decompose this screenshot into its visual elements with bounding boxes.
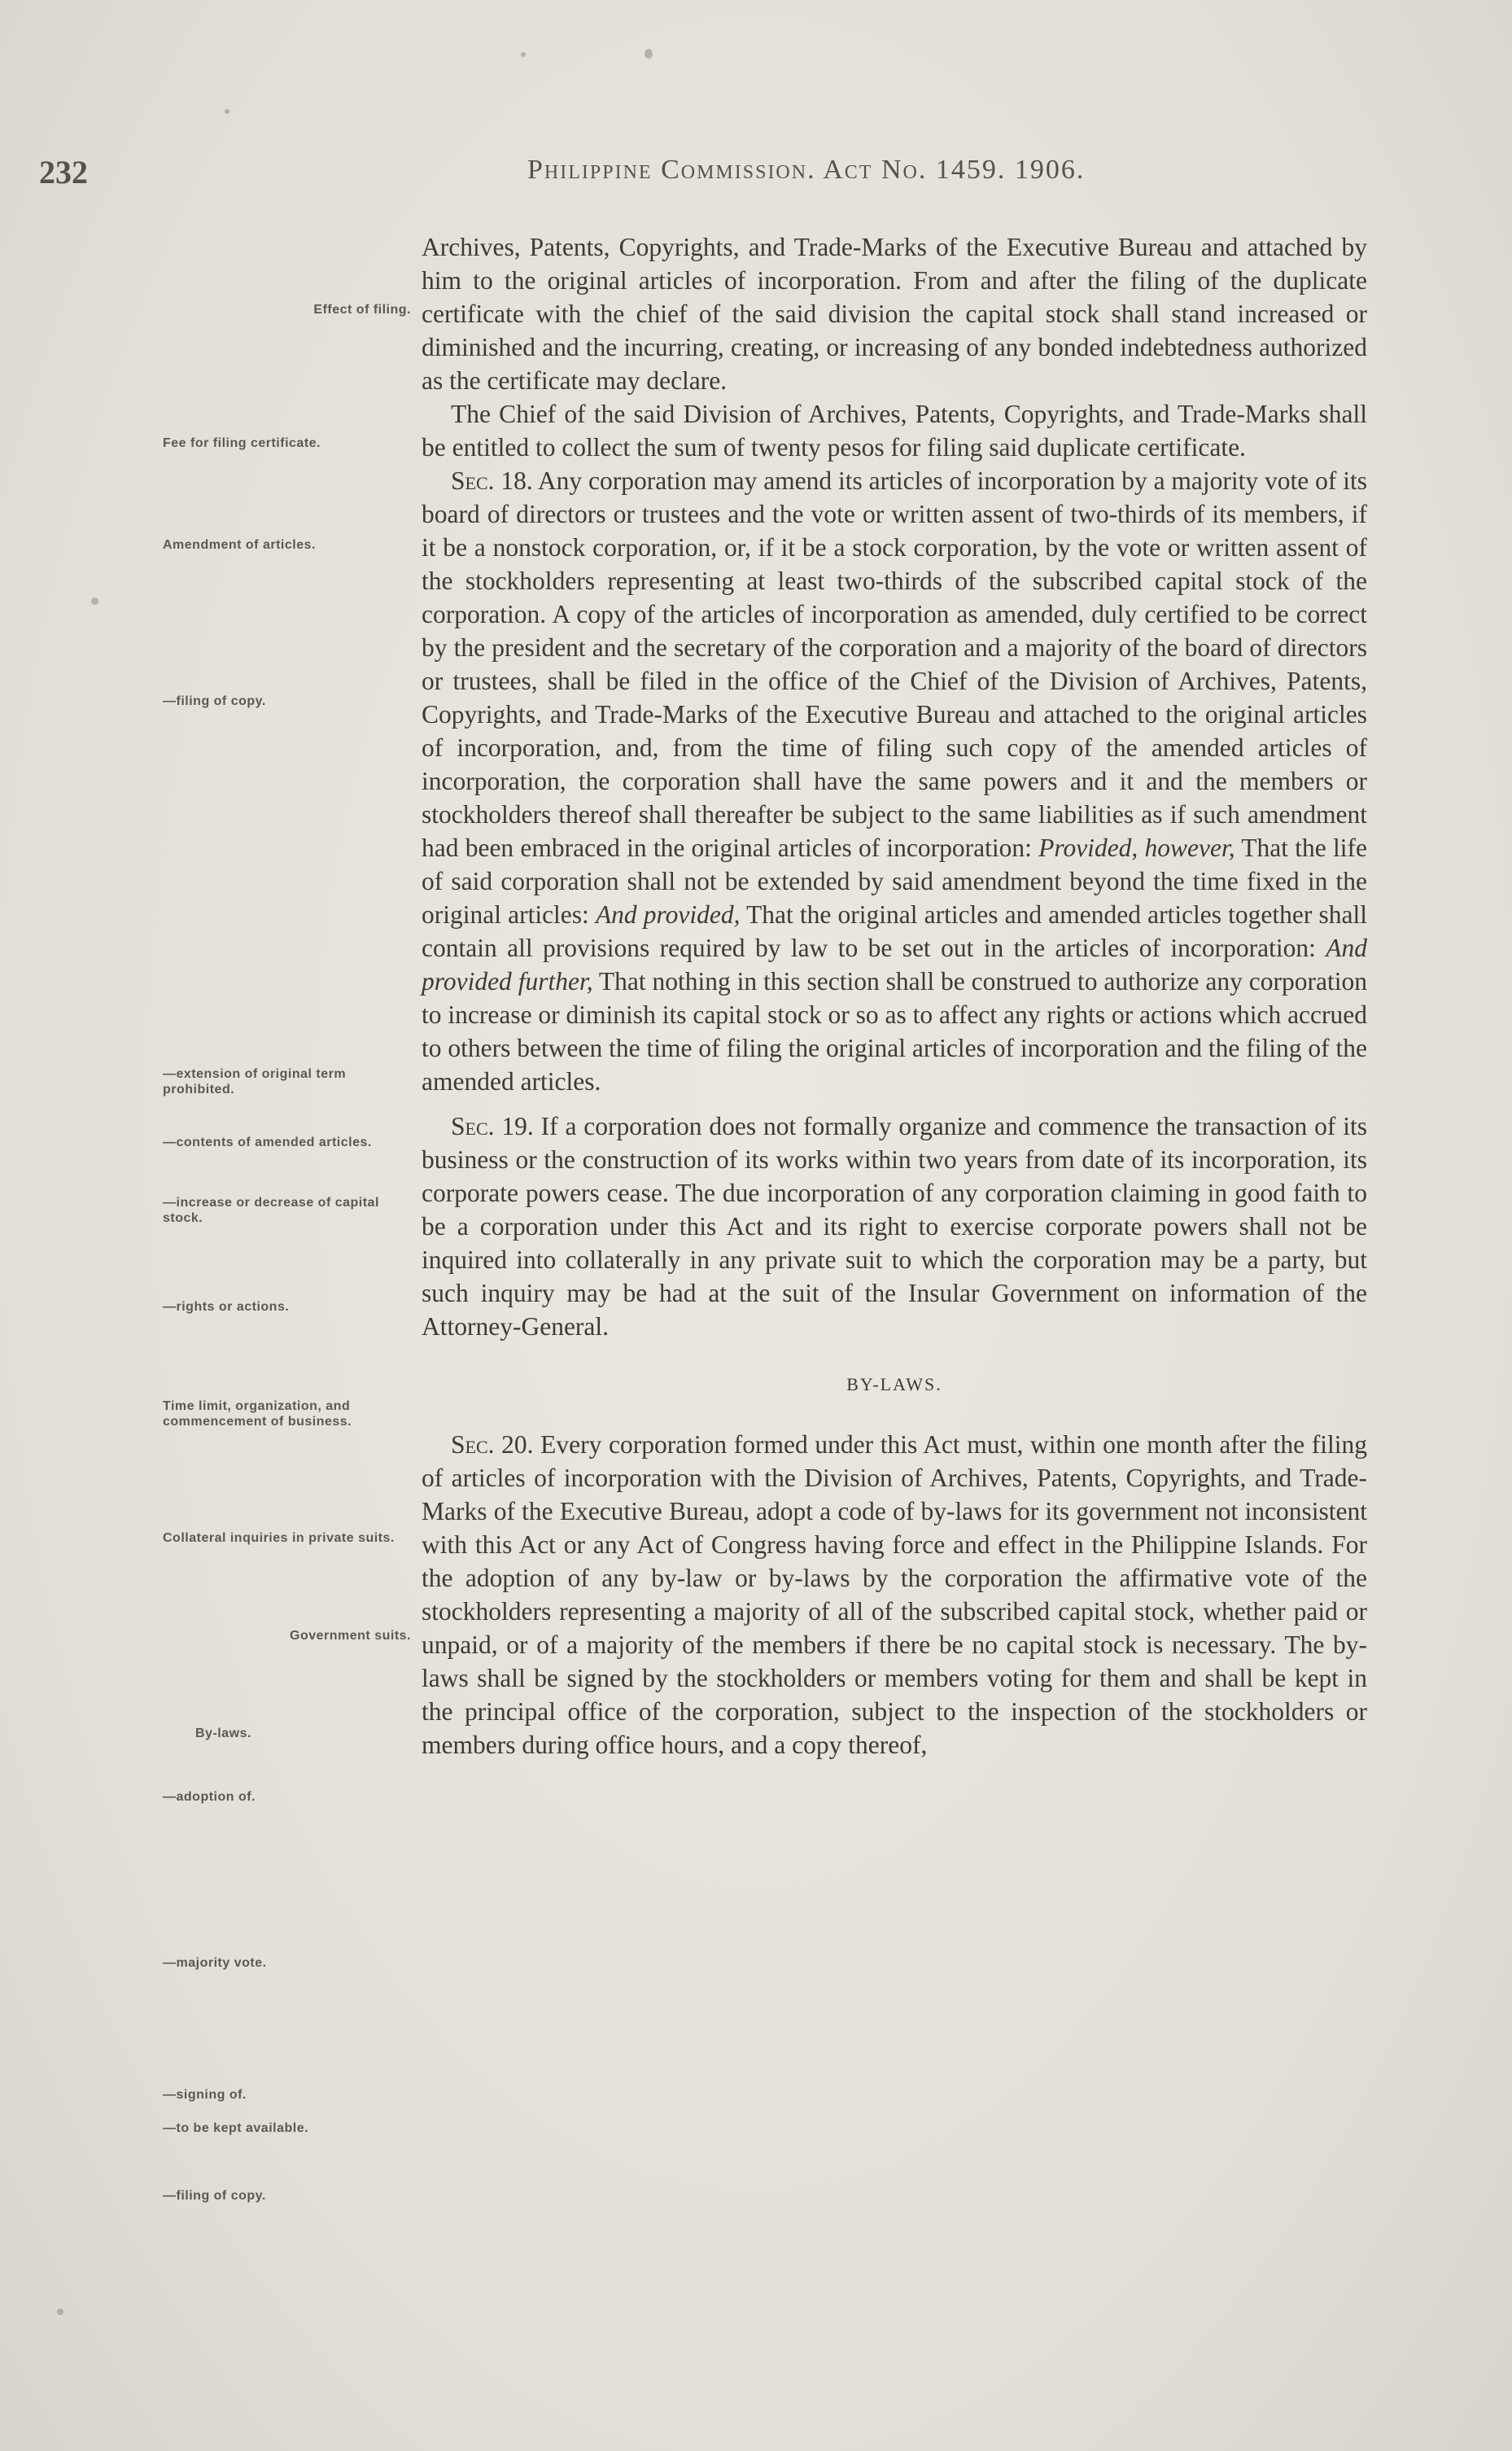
paper-speck <box>57 2309 63 2315</box>
section-text: Any corporation may amend its articles of incorporation by a majority vote of its board of directors or trustees and the vote or written assent of two-thirds of its members, if it be a nonstock corporation, or, if it be a stock corporation, by the vote or written assent of the stockholders representing at least two-thirds of the subscribed capital stock of the corporation. A copy of the articles of incorporation as amended, duly certified to be correct by the president and the secretary of the corporation and a majority of the board of directors or trustees, shall be filed in the office of the Chief of the Division of Archives, Patents, Copyrights, and Trade-Marks of the Executive Bureau and attached to the original articles of incorporation, and, from the time of filing such copy of the amended articles of incorporation, the corporation shall have the same powers and it and the members or stockholders thereof shall thereafter be subject to the same liabilities as if such amendment had been embraced in the original articles of incorporation: <box>422 466 1368 862</box>
margin-note: Amendment of articles. <box>163 538 316 552</box>
margin-note: —contents of amended articles. <box>163 1136 372 1149</box>
page-number: 232 <box>39 154 88 190</box>
paper-speck <box>225 109 229 114</box>
section-text: Every corporation formed under this Act must, within one month after the filing of articles of incorporation with the Division of Archives, Patents, Copyrights, and Trade-Marks of the Executive Bureau, adopt a code of by-laws for its government not inconsistent with this Act or any Act of Congress having force and effect in the Philippine Islands. For the adoption of any by-law or by-laws by the corporation the affirmative vote of the stockholders representing a majority of all of the subscribed capital stock, whether paid or unpaid, or of a majority of the members if there be no capital stock is necessary. The by-laws shall be signed by the stockholders or members voting for them and shall be kept in the principal office of the corporation, subject to the inspection of the stockholders or members during office hours, and a copy thereof, <box>422 1430 1367 1759</box>
margin-note: —extension of original term prohibited. <box>163 1067 347 1096</box>
margin-note: —rights or actions. <box>163 1300 290 1314</box>
margin-note: —to be kept available. <box>163 2121 309 2135</box>
margin-note: Time limit, organization, and commencement of business. <box>163 1399 352 1429</box>
running-title: Philippine Commission. Act No. 1459. 1906. <box>527 155 1086 185</box>
section-text: That nothing in this section shall be construed to authorize any corporation to increase or diminish its capital stock or so as to affect any rights or actions which accrued to others between the time of filing the original articles of incorporation and the filing of the amended articles. <box>422 967 1367 1096</box>
section-18 <box>422 464 1367 1098</box>
section-label: Sec. 18. <box>451 466 533 495</box>
margin-note: Government suits. <box>290 1629 411 1643</box>
paragraph: Archives, Patents, Copyrights, and Trade-Marks of the Executive Bureau and attached by him to the original articles of incorporation. From and after the filing of the duplicate certificate with the chief of the said division the capital stock shall stand increased or diminished and the incurring, creating, or increasing of any bonded indebtedness authorized as the certificate may declare. <box>422 233 1367 395</box>
margin-note: —adoption of. <box>163 1790 256 1804</box>
paper-speck <box>521 52 526 57</box>
body-text <box>422 230 1367 1762</box>
paper-speck <box>91 597 98 605</box>
proviso: And provided, <box>595 900 741 929</box>
section-heading: BY-LAWS. <box>846 1374 942 1394</box>
margin-note: —increase or decrease of capital stock. <box>163 1196 379 1225</box>
section-20 <box>422 1428 1367 1762</box>
section-19 <box>422 1110 1367 1343</box>
running-header <box>39 153 1292 202</box>
section-text: That the original articles and amended articles together shall contain all provisions required by law to be set out in the articles of incorporation: <box>422 900 1367 962</box>
section-label: Sec. 19. <box>451 1112 534 1140</box>
section-text: That the life of said corporation shall not be extended by said amendment beyond the time fixed in the original articles: <box>422 834 1367 929</box>
margin-note: Effect of filing. <box>313 303 411 317</box>
proviso: And provided further, <box>422 934 1367 996</box>
paper-speck <box>645 49 653 59</box>
margin-note: Fee for filing certificate. <box>163 436 321 450</box>
margin-note: —majority vote. <box>163 1956 267 1970</box>
margin-note: —signing of. <box>163 2088 247 2102</box>
margin-note: By-laws. <box>195 1727 251 1740</box>
margin-note: Collateral inquiries in private suits. <box>163 1531 395 1545</box>
section-text: If a corporation does not formally organize and commence the transaction of its business or the construction of its works within two years from date of its incorporation, its corporate powers cease. The due incorporation of any corporation claiming in good faith to be a corporation under this Act and its right to exercise corporate powers shall not be inquired into collaterally in any private suit to which the corporation may be a party, but such inquiry may be had at the suit of the Insular Government on information of the Attorney-General. <box>422 1112 1367 1341</box>
proviso: Provided, however, <box>1038 834 1235 862</box>
paragraph: The Chief of the said Division of Archives, Patents, Copyrights, and Trade-Marks shall be entitled to collect the sum of twenty pesos for filing said duplicate certificate. <box>422 400 1367 462</box>
margin-note: —filing of copy. <box>163 694 266 708</box>
section-label: Sec. 20. <box>451 1430 534 1459</box>
margin-note: —filing of copy. <box>163 2189 266 2203</box>
